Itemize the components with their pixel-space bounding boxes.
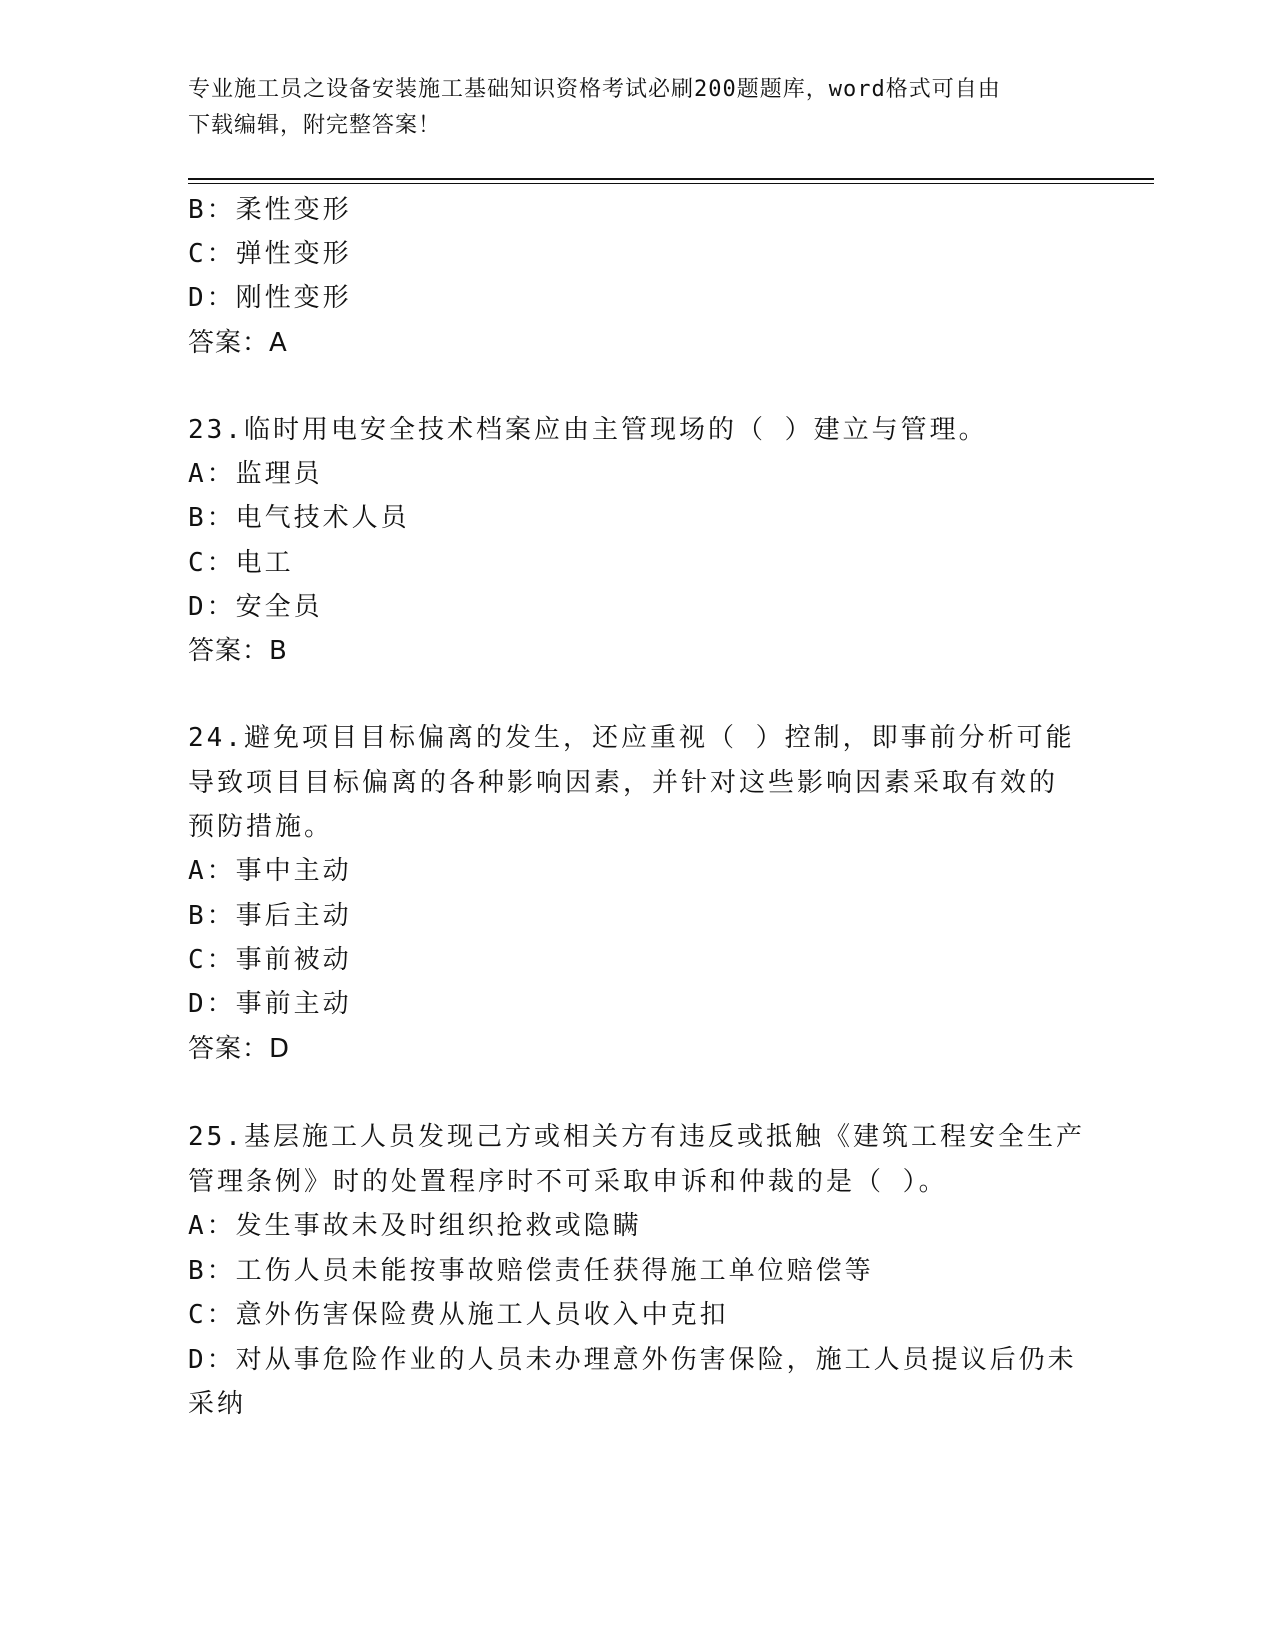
q24-option-d: D：事前主动 <box>188 989 352 1019</box>
q24-option-c: C：事前被动 <box>188 945 352 975</box>
q23-option-b: B：电气技术人员 <box>188 503 410 533</box>
q22-option-c: C：弹性变形 <box>188 239 352 269</box>
q25-option-a: A：发生事故未及时组织抢救或隐瞒 <box>188 1211 642 1241</box>
document-header <box>188 72 1068 144</box>
q24-answer: 答案：D <box>188 1034 291 1064</box>
q23-option-c: C：电工 <box>188 548 294 578</box>
q25-option-d-line-1: D：对从事危险作业的人员未办理意外伤害保险，施工人员提议后仍未 <box>188 1345 1077 1375</box>
q24-question-line-2: 导致项目目标偏离的各种影响因素，并针对这些影响因素采取有效的 <box>188 768 1059 798</box>
q25-question-line-2: 管理条例》时的处置程序时不可采取申诉和仲裁的是（ ）。 <box>188 1167 948 1197</box>
q23-answer: 答案：B <box>188 636 288 666</box>
q25-option-c: C：意外伤害保险费从施工人员收入中克扣 <box>188 1300 729 1330</box>
header-divider-thick <box>188 178 1154 180</box>
q24-option-b: B：事后主动 <box>188 901 352 931</box>
header-line-2: 下载编辑，附完整答案！ <box>188 113 442 138</box>
q24-question-line-3: 预防措施。 <box>188 812 334 842</box>
q22-option-d: D：刚性变形 <box>188 283 352 313</box>
header-line-1: 专业施工员之设备安装施工基础知识资格考试必刷200题题库，word格式可自由 <box>188 77 1001 102</box>
q25-question-line-1: 25.基层施工人员发现己方或相关方有违反或抵触《建筑工程安全生产 <box>188 1122 1085 1152</box>
q22-answer: 答案：A <box>188 328 288 358</box>
q25-option-b: B：工伤人员未能按事故赔偿责任获得施工单位赔偿等 <box>188 1256 874 1286</box>
header-divider-thin <box>188 183 1154 184</box>
q25-option-d-line-2: 采纳 <box>188 1389 247 1419</box>
q23-option-a: A：监理员 <box>188 459 323 489</box>
q23-option-d: D：安全员 <box>188 592 323 622</box>
q24-question-line-1: 24.避免项目目标偏离的发生，还应重视（ ）控制，即事前分析可能 <box>188 723 1075 753</box>
q22-option-b: B：柔性变形 <box>188 195 352 225</box>
q23-question: 23.临时用电安全技术档案应由主管现场的（ ）建立与管理。 <box>188 415 988 445</box>
q24-option-a: A：事中主动 <box>188 856 352 886</box>
